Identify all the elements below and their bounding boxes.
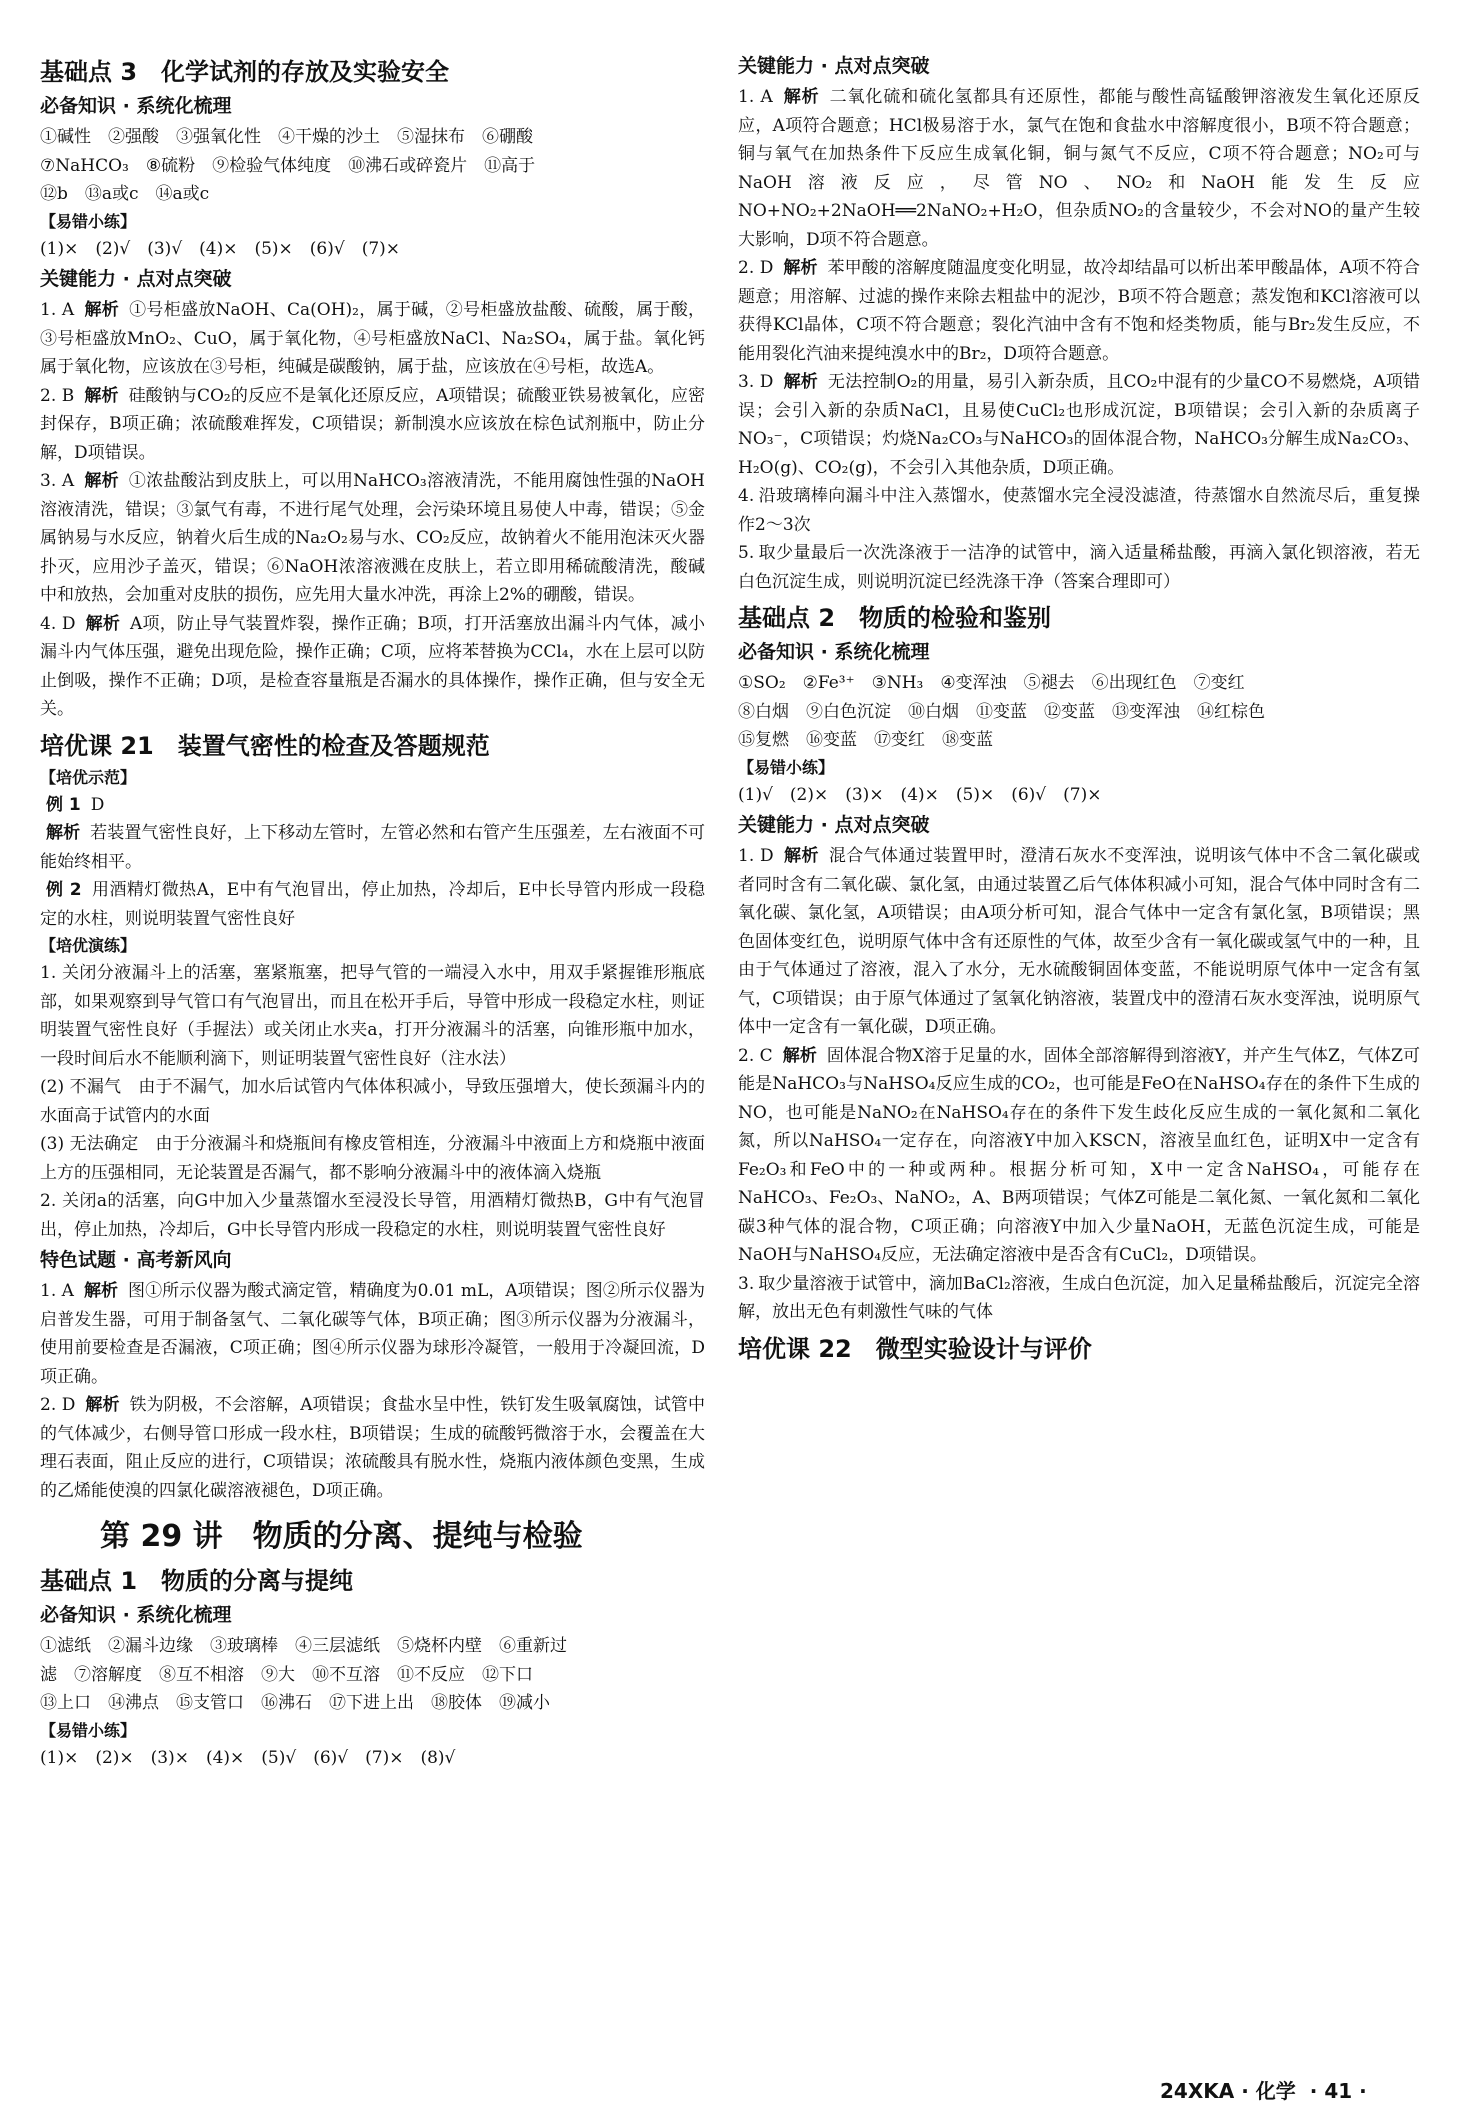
answer-label: 4. D (40, 613, 76, 634)
knowledge-line: ①碱性 ②强酸 ③强氧化性 ④干燥的沙土 ⑤湿抹布 ⑥硼酸 (40, 127, 533, 147)
answer-item (40, 1391, 705, 1505)
knowledge-line: ⑮复燃 ⑯变蓝 ⑰变红 ⑱变蓝 (738, 730, 993, 750)
answer-label: 4. (738, 486, 755, 506)
subsection-knowledge: 必备知识 · 系统化梳理 (40, 1604, 232, 1626)
section-title-airtightness: 培优课 21 装置气密性的检查及答题规范 (40, 731, 490, 760)
knowledge-line: ⑬上口 ⑭沸点 ⑮支管口 ⑯沸石 ⑰下进上出 ⑱胶体 ⑲减小 (40, 1693, 550, 1713)
answer-text: 取少量溶液于试管中，滴加BaCl₂溶液，生成白色沉淀，加入足量稀盐酸后，沉淀完全溶解，放出无色有刺激性气味的气体 (738, 1273, 1420, 1322)
answer-text: 沿玻璃棒向漏斗中注入蒸馏水，使蒸馏水完全浸没滤渣，待蒸馏水自然流尽后，重复操作2～3次 (738, 486, 1420, 535)
drill-item: 2. 关闭a的活塞，向G中加入少量蒸馏水至浸没长导管，用酒精灯微热B，G中有气泡冒出，停止加热，冷却后，G中长导管内形成一段稳定的水柱，则说明装置气密性良好 (40, 1191, 705, 1240)
example-1 (40, 791, 705, 820)
analysis-keyword: 解析 (84, 471, 119, 491)
answer-label: 1. A (40, 300, 75, 320)
section-title-detection: 基础点 2 物质的检验和鉴别 (738, 604, 1052, 632)
quiz-answers: (1)× (2)× (3)× (4)× (5)√ (6)√ (7)× (8)√ (40, 1747, 456, 1768)
tag-practice: 【易错小练】 (40, 211, 137, 231)
subsection-key-ability: 关键能力 · 点对点突破 (40, 268, 232, 290)
knowledge-line: 滤 ⑦溶解度 ⑧互不相溶 ⑨大 ⑩不互溶 ⑪不反应 ⑫下口 (40, 1664, 533, 1685)
answer-item (738, 842, 1420, 1042)
answer-item (738, 1042, 1420, 1270)
example-1-analysis (40, 819, 705, 876)
subsection-key-ability: 关键能力 · 点对点突破 (738, 814, 930, 836)
drill-item: (3) 无法确定 由于分液漏斗和烧瓶间有橡皮管相连，分液漏斗中液面上方和烧瓶中液面上方的压强相同，无论装置是否漏气，都不影响分液漏斗中的液体滴入烧瓶 (40, 1134, 705, 1183)
subsection-featured: 特色试题 · 高考新风向 (40, 1249, 232, 1271)
knowledge-line: ⑫b ⑬a或c ⑭a或c (40, 184, 210, 204)
answer-item (40, 296, 705, 382)
tag-practice: 【易错小练】 (40, 1720, 137, 1740)
page-footer (1160, 2075, 1367, 2104)
answer-text: 图①所示仪器为酸式滴定管，精确度为0.01 mL，A项错误；图②所示仪器为启普发生器，可用于制备氢气、二氧化碳等气体，B项正确；图③所示仪器为分液漏斗，使用前要检查是否漏液，C项正确；图④所示仪器为球形冷凝管，一般用于冷凝回流，D项正确。 (40, 1281, 705, 1387)
example-label: 例 2 (46, 880, 82, 900)
knowledge-line: ①SO₂ ②Fe³⁺ ③NH₃ ④变浑浊 ⑤褪去 ⑥出现红色 ⑦变红 (738, 673, 1245, 693)
example-text: 用酒精灯微热A，E中有气泡冒出，停止加热，冷却后，E中长导管内形成一段稳定的水柱，则说明装置气密性良好 (40, 880, 705, 929)
answer-text: 混合气体通过装置甲时，澄清石灰水不变浑浊，说明该气体中不含二氧化碳或者同时含有二氧化碳、氯化氢，由通过装置乙后气体体积减小可知，混合气体中同时含有二氧化碳、氯化氢，A项错误；由A项分析可知，混合气体中一定含有氯化氢，B项错误；黑色固体变红色，说明原气体中含有还原性的气体，故至少含有一氧化碳或氢气中的一种，且由于气体通过了溶液，混入了水分，无水硫酸铜固体变蓝，不能说明原气体中一定含有氢气，C项错误；由于原气体通过了氢氧化钠溶液，装置戊中的澄清石灰水变浑浊，说明原气体中一定含有一氧化碳，D项正确。 (738, 846, 1420, 1037)
answer-item (738, 254, 1420, 368)
knowledge-line: ⑦NaHCO₃ ⑧硫粉 ⑨检验气体纯度 ⑩沸石或碎瓷片 ⑪高于 (40, 155, 536, 176)
answer-label: 3. A (40, 471, 75, 491)
answer-text: 固体混合物X溶于足量的水，固体全部溶解得到溶液Y，并产生气体Z，气体Z可能是NaHCO₃与NaHSO₄反应生成的CO₂，也可能是FeO在NaHSO₄存在的条件下生成的NO，也可能是NaNO₂在NaHSO₄存在的条件下发生歧化反应生成的一氧化氮和二氧化氮，所以NaHSO₄一定存在，向溶液Y中加入KSCN，溶液呈血红色，证明X中一定含有Fe₂O₃和FeO中的一种或两种。根据分析可知，X中一定含NaHSO₄，可能存在NaHCO₃、Fe₂O₃、NaNO₂，A、B两项错误；气体Z可能是二氧化氮、一氧化氮和二氧化碳3种气体的混合物，C项正确；向溶液Y中加入少量NaOH，无蓝色沉淀生成，可能是NaOH与NaHSO₄反应，无法确定溶液中是否含有CuCl₂，D项错误。 (738, 1045, 1420, 1265)
answer-item (40, 382, 705, 468)
analysis-keyword: 解析 (782, 1045, 817, 1066)
answer-text: ①浓盐酸沾到皮肤上，可以用NaHCO₃溶液清洗，不能用腐蚀性强的NaOH溶液清洗，错误；③氯气有毒，不进行尾气处理，会污染环境且易使人中毒，错误；⑤金属钠易与水反应，钠着火后生成的Na₂O₂易与水、CO₂反应，故钠着火不能用泡沫灭火器扑灭，应用沙子盖灭，错误；⑥NaOH浓溶液溅在皮肤上，若立即用稀硫酸清洗，酸碱中和放热，会加重对皮肤的损伤，应先用大量水冲洗，再涂上2%的硼酸，错误。 (40, 471, 705, 605)
answer-item (40, 467, 705, 610)
page-number: · 41 · (1309, 2079, 1367, 2103)
answer-text: 铁为阴极，不会溶解，A项错误；食盐水呈中性，铁钉发生吸氧腐蚀，试管中的气体减少，右侧导管口形成一段水柱，B项错误；生成的硫酸钙微溶于水，会覆盖在大理石表面，阻止反应的进行，C项错误；浓硫酸具有脱水性，烧瓶内液体颜色变黑，生成的乙烯能使溴的四氯化碳溶液褪色，D项正确。 (40, 1395, 705, 1501)
section-title-micro-experiment: 培优课 22 微型实验设计与评价 (738, 1334, 1092, 1363)
answer-item (738, 1270, 1420, 1327)
tag-demo: 【培优示范】 (40, 767, 137, 787)
answer-text: 苯甲酸的溶解度随温度变化明显，故冷却结晶可以析出苯甲酸晶体，A项不符合题意；用溶解、过滤的操作来除去粗盐中的泥沙，B项不符合题意；蒸发饱和KCl溶液可以获得KCl晶体，C项不符合题意；裂化汽油中含有不饱和烃类物质，能与Br₂发生反应，不能用裂化汽油来提纯溴水中的Br₂，D项符合题意。 (738, 258, 1421, 364)
answer-item (40, 610, 705, 724)
analysis-keyword: 解析 (783, 258, 818, 278)
lecture-title: 第 29 讲 物质的分离、提纯与检验 (100, 1519, 583, 1554)
answer-label: 2. C (738, 1045, 773, 1066)
answer-item (40, 1277, 705, 1391)
example-label: 例 1 (46, 794, 81, 815)
answer-text: ①号柜盛放NaOH、Ca(OH)₂，属于碱，②号柜盛放盐酸、硫酸，属于酸，③号柜盛放MnO₂、CuO，属于氧化物，④号柜盛放NaCl、Na₂SO₄，属于盐。氧化钙属于氧化物，应该放在③号柜，纯碱是碳酸钠，属于盐，应该放在④号柜，故选A。 (40, 300, 705, 377)
answer-label: 1. A (40, 1281, 74, 1301)
book-code: 24XKA · 化学 (1160, 2079, 1296, 2103)
analysis-keyword: 解析 (84, 385, 119, 406)
analysis-keyword: 解析 (783, 846, 819, 866)
section-title-separation: 基础点 1 物质的分离与提纯 (40, 1567, 354, 1595)
subsection-key-ability: 关键能力 · 点对点突破 (738, 55, 930, 77)
answer-label: 2. B (40, 385, 75, 406)
analysis-keyword: 解析 (783, 372, 818, 392)
answer-item (738, 539, 1420, 596)
answer-label: 1. A (738, 87, 773, 107)
answer-label: 5. (738, 543, 755, 563)
example-text: 若装置气密性良好，上下移动左管时，左管必然和右管产生压强差，左右液面不可能始终相平。 (40, 823, 706, 872)
quiz-answers: (1)× (2)√ (3)√ (4)× (5)× (6)√ (7)× (40, 238, 401, 259)
knowledge-line: ⑧白烟 ⑨白色沉淀 ⑩白烟 ⑪变蓝 ⑫变蓝 ⑬变浑浊 ⑭红棕色 (738, 701, 1265, 722)
subsection-knowledge: 必备知识 · 系统化梳理 (40, 95, 232, 117)
quiz-answers: (1)√ (2)× (3)× (4)× (5)× (6)√ (7)× (738, 784, 1102, 805)
drill-item: (2) 不漏气 由于不漏气，加水后试管内气体体积减小，导致压强增大，使长颈漏斗内的水面高于试管内的水面 (40, 1077, 705, 1126)
answer-label: 2. D (40, 1395, 76, 1415)
answer-text: 无法控制O₂的用量，易引入新杂质，且CO₂中混有的少量CO不易燃烧，A项错误；会引入新的杂质NaCl，且易使CuCl₂也形成沉淀，B项错误；会引入新的杂质离子NO₃⁻，C项错误；灼烧Na₂CO₃与NaHCO₃的固体混合物，NaHCO₃分解生成Na₂CO₃、H₂O(g)、CO₂(g)，不会引入其他杂质，D项正确。 (738, 372, 1420, 478)
analysis-keyword: 解析 (85, 613, 121, 634)
answer-text: 硅酸钠与CO₂的反应不是氧化还原反应，A项错误；硫酸亚铁易被氧化，应密封保存，B项正确；浓硫酸难挥发，C项错误；新制溴水应该放在棕色试剂瓶中，防止分解，D项错误。 (40, 385, 706, 463)
right-column (738, 50, 1420, 1369)
analysis-keyword: 解析 (85, 1395, 120, 1415)
answer-item (738, 482, 1420, 539)
analysis-keyword: 解析 (46, 823, 81, 843)
answer-text: A项，防止导气装置炸裂，操作正确；B项，打开活塞放出漏斗内气体，减小漏斗内气体压强，避免出现危险，操作正确；C项，应将苯替换为CCl₄，水在上层可以防止倒吸，操作不正确；D项，是检查容量瓶是否漏水的具体操作，操作正确，但与安全无关。 (40, 613, 705, 719)
knowledge-line: ①滤纸 ②漏斗边缘 ③玻璃棒 ④三层滤纸 ⑤烧杯内壁 ⑥重新过 (40, 1636, 567, 1656)
analysis-keyword: 解析 (782, 87, 820, 107)
answer-item (738, 83, 1420, 254)
answer-label: 3. D (738, 372, 774, 392)
analysis-keyword: 解析 (84, 300, 120, 320)
tag-drill: 【培优演练】 (40, 936, 137, 955)
left-column (40, 50, 705, 1772)
section-title-reagent-storage: 基础点 3 化学试剂的存放及实验安全 (40, 58, 450, 86)
drill-item: 1. 关闭分液漏斗上的活塞，塞紧瓶塞，把导气管的一端浸入水中，用双手紧握锥形瓶底部，如果观察到导气管口有气泡冒出，而且在松开手后，导管中形成一段稳定水柱，则证明装置气密性良好（手握法）或关闭止水夹a，打开分液漏斗的活塞，向锥形瓶中加水，一段时间后水不能顺利滴下，则证明装置气密性良好（注水法） (40, 963, 705, 1069)
answer-label: 3. (738, 1273, 755, 1294)
example-answer: D (90, 794, 105, 815)
analysis-keyword: 解析 (83, 1281, 119, 1301)
answer-text: 取少量最后一次洗涤液于一洁净的试管中，滴入适量稀盐酸，再滴入氯化钡溶液，若无白色沉淀生成，则说明沉淀已经洗涤干净（答案合理即可） (738, 543, 1420, 592)
subsection-knowledge: 必备知识 · 系统化梳理 (738, 641, 930, 663)
example-2 (40, 876, 705, 933)
answer-text: 二氧化硫和硫化氢都具有还原性，都能与酸性高锰酸钾溶液发生氧化还原反应，A项符合题意；HCl极易溶于水，氯气在饱和食盐水中溶解度很小，B项不符合题意；铜与氧气在加热条件下反应生成氧化铜，铜与氮气不反应，C项不符合题意；NO₂可与NaOH溶液反应，尽管NO、NO₂和NaOH能发生反应NO+NO₂+2NaOH══2NaNO₂+H₂O，但杂质NO₂的含量较少，不会对NO的量产生较大影响，D项不符合题意。 (738, 87, 1421, 250)
answer-label: 1. D (738, 846, 774, 866)
answer-item (738, 368, 1420, 482)
answer-label: 2. D (738, 258, 774, 278)
tag-practice: 【易错小练】 (738, 757, 835, 777)
